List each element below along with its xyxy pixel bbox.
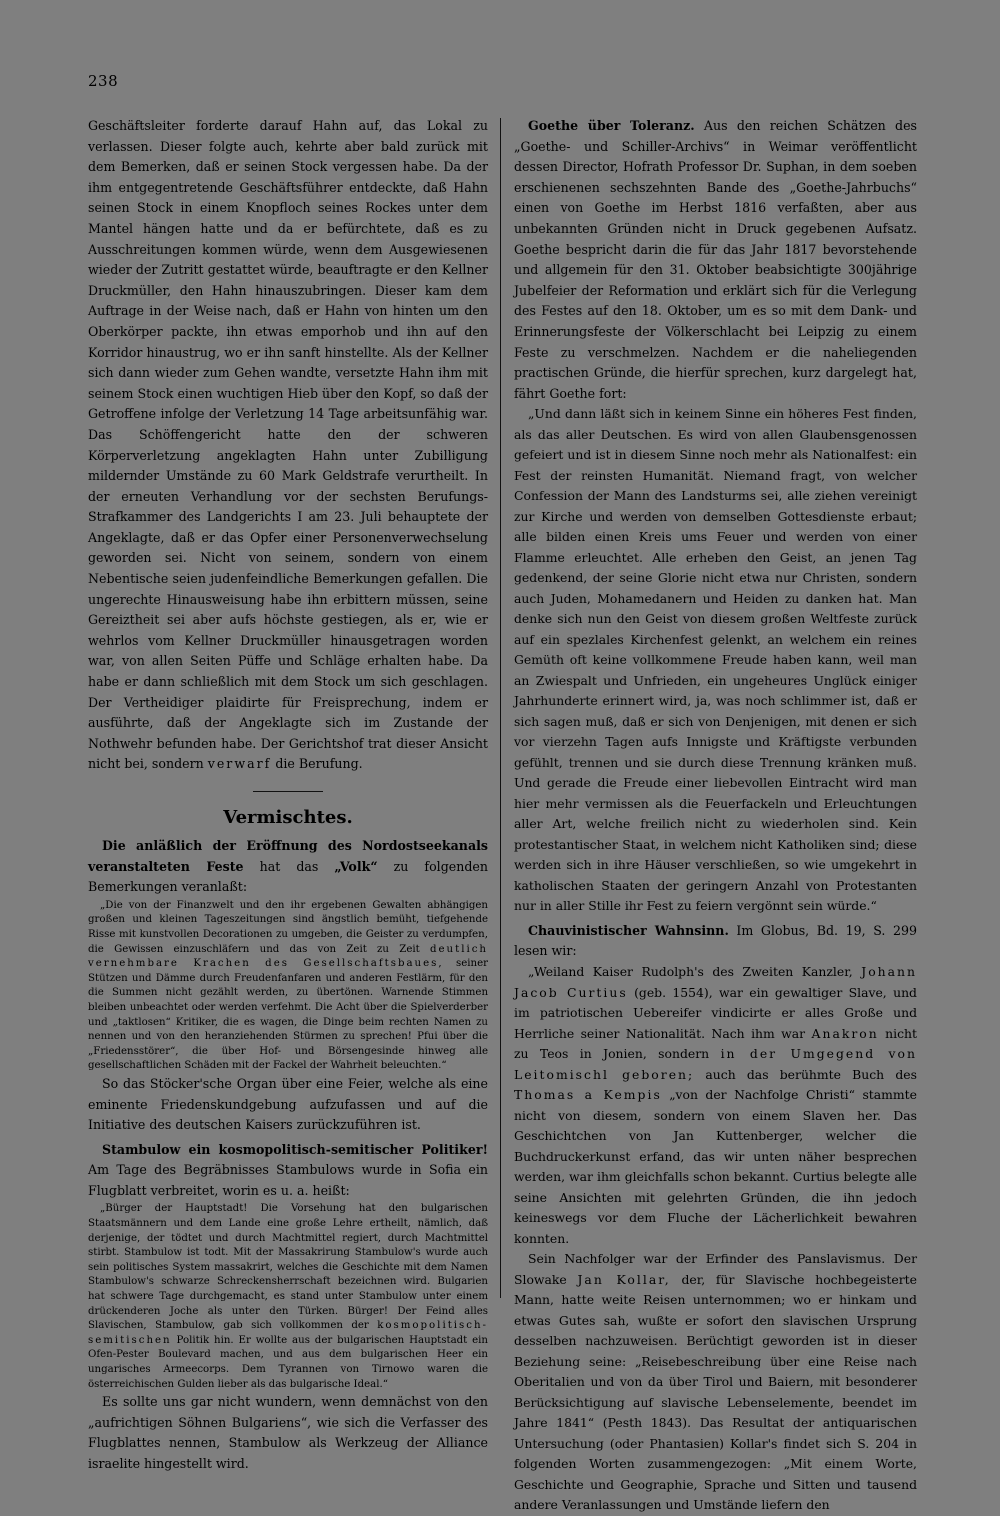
court-report-paragraph	[88, 116, 488, 775]
quote1-name-curtius: Johann Jacob Curtius	[514, 964, 917, 1000]
article-kanal-lead	[88, 836, 488, 898]
article-goethe-lead-text: Aus den reichen Schätzen des „Goethe- und Schiller-Archivs“ in Weimar veröffentlicht dessen Director, Hofrath Professor Dr. Suphan, in dem soeben erschienenen sechszehnten Bande des „Goethe-Jahrbuchs“ einen von Goethe im Herbst 1816 verfaßten, aber aus unbekannten Gründen nicht in Druck gegebenen Aufsatz. Goethe bespricht darin die für das Jahr 1817 bevorstehende und allgemein für den 31. Oktober beabsichtigte 300jährige Jubelfeier der Reformation und erklärt sich für die Verlegung des Festes auf den 18. Oktober, um es so mit dem Dank- und Erinnerungsfeste der Völkerschlacht bei Leipzig zu einem Feste zu verschmelzen. Nachdem er die naheliegenden practischen Gründe, die hierfür sprechen, kurz dargelegt hat, fährt Goethe fort:	[514, 118, 917, 401]
court-report-end: die Berufung.	[275, 756, 363, 772]
article-stambulow-lead	[88, 1140, 488, 1202]
article-stambulow-quote-b: Politik hin. Er wollte aus der bulgarischen Hauptstadt ein Ofen-Pester Boulevard machen, und aus dem bulgarischen Heer ein ungarisches Armeecorps. Dem Tyrannen von Tirnowo waren die österreichischen Gulden lieber als das bulgarische Ideal.“	[88, 1334, 488, 1390]
article-goethe-quote: „Und dann läßt sich in keinem Sinne ein höheres Fest finden, als das aller Deutschen. Es wird von allen Glaubensgenossen gefeiert und ist in diesem Sinne noch mehr als Nationalfest: ein Fest der reinsten Humanität. Niemand fragt, von welcher Confession der Mann des Landsturms sei, alle ziehen vereinigt zur Kirche und werden von demselben Gottesdienste erbaut; alle bilden einen Kreis ums Feuer und werden von einer Flamme erleuchtet. Alle erheben den Geist, an jenen Tag gedenkend, der seine Glorie nicht etwa nur Christen, sondern auch Juden, Mohamedanern und Heiden zu danken hat. Man denke sich nun den Geist von diesem großen Weltfeste zurück auf ein spezlales Kirchenfest gelenkt, an welchem ein reines Gemüth oft keine vollkommene Freude haben kann, weil man an Zwiespalt und Unfrieden, ein ungeheures Unglück einiger Jahrhunderte erinnert wird, ja, was noch schlimmer ist, daß er sich sagen muß, daß er sich von Denjenigen, mit denen er sich vor vierzehn Tagen aufs Innigste und Kräftigste verbunden gefühlt, trennen und sie durch diese Trennung kränken muß. Und gerade die Freude einer liebevollen Eintracht wird man hier mehr vermissen als die Feuerfackeln und Erleuchtungen aller Art, welche freilich nicht zu wiederholen sind. Kein protestantischer Staat, in welchem nicht Katholiken sind; diese werden sich in ihre Häuser verschließen, so wie umgekehrt in katholischen Staaten der geringern Anzahl von Protestanten nur in aller Stille ihr Fest zu feiern vergönnt sein würde.“	[514, 406, 917, 914]
quote1-part-a: „Weiland Kaiser Rudolph's des Zweiten Kanzler,	[528, 964, 853, 979]
article-kanal-quote-spaced: deutlich vernehmbare Krachen des Gesellschaftsbaues,	[88, 943, 488, 970]
article-stambulow-lead-text: Am Tage des Begräbnisses Stambulows wurde in Sofia ein Flugblatt verbreitet, worin es u. a. heißt:	[88, 1162, 488, 1198]
article-stambulow-quote-a: „Bürger der Hauptstadt! Die Vorsehung hat den bulgarischen Staatsmännern und dem Lande eine große Lehre ertheilt, nämlich, daß derjenige, der tödtet und durch Machtmittel regiert, durch Machtmittel stirbt. Stambulow ist todt. Mit der Massakrirung Stambulow's wurde auch sein politisches System massakrirt, welches die Geschichte mit dem Namen Stambulow's schwarze Schreckensherrschaft bezeichnen wird. Bulgarien hat schwere Tage durchgemacht, es stand unter Stambulow unter einem drückenderen Joche als unter den Türken. Bürger! Der Feind alles Slavischen, Stambulow, gab sich vollkommen der	[88, 1203, 488, 1332]
article-kanal-quote-b: seiner Stützen und Dämme durch Freudenfanfaren und anderen Festlärm, für den die Summen nicht gezählt werden, zu übertönen. Warnende Stimmen bleiben unbeachtet oder werden verfehmt. Die Acht über die Spielverderber und „taktlosen“ Kritiker, die es wagen, die Dinge beim rechten Namen zu nennen und von den heranziehenden Stürmen zu sprechen! Pfui über die „Friedensstörer“, die über Hof- und Börsengesinde hinweg alle gesellschaftlichen Schäden mit der Fackel der Wahrheit beleuchten.“	[88, 958, 488, 1072]
article-chauvinism-lead	[514, 921, 917, 962]
section-title: Vermischtes.	[223, 807, 353, 828]
quote1-part-b: (geb. 1554), war ein gewaltiger Slave, und im patriotischen Uebereifer vindicirte er alles Große und Herrliche seiner Nationalität. Nach ihm war	[514, 984, 917, 1041]
article-stambulow-after: Es sollte uns gar nicht wundern, wenn demnächst von den „aufrichtigen Söhnen Bulgariens“, wie sich die Verfasser des Flugblattes nennen, Stambulow als Werkzeug der Alliance israelite hingestellt wird.	[88, 1394, 488, 1471]
quote1-name-anakron: Anakron	[811, 1025, 879, 1041]
court-report-text: Geschäftsleiter forderte darauf Hahn auf, das Lokal zu verlassen. Dieser folgte auch, kehrte aber bald zurück mit dem Bemerken, daß er seinen Stock vergessen habe. Da der ihm entgegentretende Geschäftsführer entdeckte, daß Hahn seinen Stock in einem Knopfloch seines Rockes unter dem Mantel hängen hatte und da er befürchtete, daß es zu Ausschreitungen kommen würde, wenn dem Ausgewiesenen wieder der Zutritt gestattet würde, beauftragte er den Kellner Druckmüller, den Hahn hinauszubringen. Dieser kam dem Auftrage in der Weise nach, daß er Hahn von hinten um den Oberkörper packte, ihn etwas emporhob und ihn auf den Korridor hinaustrug, wo er ihn sanft hinstellte. Als der Kellner sich dann wieder zum Gehen wandte, versetzte Hahn ihm mit seinem Stock einen wuchtigen Hieb über den Kopf, so daß der Getroffene infolge der Verletzung 14 Tage arbeitsunfähig war. Das Schöffengericht hatte den der schweren Körperverletzung angeklagten Hahn unter Zubilligung mildernder Umstände zu 60 Mark Geldstrafe verurtheilt. In der erneuten Verhandlung vor der sechsten Berufungs-Strafkammer des Landgerichts I am 23. Juli behauptete der Angeklagte, daß er das Opfer einer Personenverwechselung geworden sei. Nicht von seinem, sondern von einem Nebentische seien judenfeindliche Bemerkungen gefallen. Die ungerechte Hinausweisung habe ihn erbittern müssen, seine Gereiztheit sei aber aufs höchste gestiegen, als er, wie er wehrlos vom Kellner Druckmüller hinausgetragen worden war, von allen Seiten Püffe und Schläge erhalten habe. Da habe er dann schließlich mit dem Stock um sich geschlagen. Der Vertheidiger plaidirte für Freisprechung, indem er ausführte, daß der Angeklagte sich im Zustande der Nothwehr befunden habe. Der Gerichtshof trat dieser Ansicht nicht bei, sondern	[88, 118, 488, 772]
article-kanal-quote	[88, 899, 488, 1074]
article-chauvinism-quote-2	[514, 1249, 917, 1516]
quote1-part-c: nicht zu Teos in Jonien, sondern	[514, 1025, 917, 1061]
quote2-part-b: der, für Slavische hochbegeisterte Mann, hatte weite Reisen unternommen; wo er hinkam und etwas Gutes sah, wußte er sofort den slavischen Ursprung desselben nachzuweisen. Berüchtigt geworden ist in dieser Beziehung seine: „Reisebeschreibung über eine Reise nach Oberitalien und von da über Tirol und Baiern, mit besonderer Berücksichtigung auf slavische Lebenselemente, beendet im Jahre 1841“ (Pesth 1843). Das Resultat der antiquarischen Untersuchung (oder Phantasien) Kollar's findet sich S. 204 in folgenden Worten zusammengezogen: „Mit einem Worte, Geschichte und Geographie, Sprache und Sitten und tausend andere Veranlassungen und Umstände liefern den	[514, 1271, 917, 1512]
article-stambulow-quote-spaced: kosmopolitisch-semitischen	[88, 1320, 488, 1346]
quote1-part-d: auch das berühmte Buch des	[705, 1066, 917, 1082]
article-kanal-after: So das Stöcker'sche Organ über eine Feier, welche als eine eminente Friedenskundgebung aufzufassen und auf die Initiative des deutschen Kaisers zurückzuführen ist.	[88, 1075, 488, 1133]
article-kanal-source: „Volk“	[334, 858, 378, 874]
article-kanal-lead-a: hat das	[259, 858, 319, 874]
page-number: 238	[88, 72, 119, 90]
quote1-spaced-place: in der Umgegend von Leitomischl geboren;	[514, 1046, 917, 1082]
left-column	[88, 116, 488, 1475]
article-stambulow-quote	[88, 1202, 488, 1392]
section-divider	[253, 791, 323, 792]
right-column	[514, 116, 917, 1516]
article-kanal-quote-a: „Die von der Finanzwelt und den ihr ergebenen Gewalten abhängigen großen und kleinen Tageszeitungen sind ängstlich bemüht, tiefgehende Risse mit kunstvollen Decorationen zu umgeben, die Geister zu verdumpfen, die Gewissen einzuschläfern und das von Zeit zu Zeit	[88, 899, 488, 955]
quote1-name-kempis: Thomas a Kempis	[514, 1087, 662, 1102]
quote2-name-kollar: Jan Kollar,	[577, 1271, 671, 1287]
article-chauvinism-heading: Chauvinistischer Wahnsinn.	[528, 922, 729, 938]
quote1-part-e: „von der Nachfolge Christi“ stammte nicht von diesem, sondern von einem Slaven her. Das Geschichtchen von Jan Kuttenberger, welcher die Buchdruckerkunst erfand, das wir unten näher besprechen werden, war ihm gleichfalls schon bekannt. Curtius belegte alle seine Ansichten mit gelehrten Gründen, die ihn jedoch keineswegs vor dem Fluche der Lächerlichkeit bewahren konnten.	[514, 1087, 917, 1246]
article-chauvinism-lead-text: Im Globus, Bd. 19, S. 299 lesen wir:	[514, 922, 917, 959]
article-chauvinism-quote-1	[514, 962, 917, 1249]
article-goethe-lead	[514, 116, 917, 404]
article-stambulow-heading: Stambulow ein kosmopolitisch-semitischer Politiker!	[102, 1141, 488, 1157]
column-separator	[500, 118, 501, 1298]
article-kanal-heading: Die anläßlich der Eröffnung des Nordostseekanals veranstalteten Feste	[88, 838, 488, 874]
quote2-part-a: Sein Nachfolger war der Erfinder des Panslavismus. Der Slowake	[514, 1251, 917, 1287]
court-report-spaced: verwarf	[207, 756, 272, 772]
article-goethe-heading: Goethe über Toleranz.	[528, 118, 695, 133]
article-kanal-lead-b: zu folgenden Bemerkungen veranlaßt:	[88, 858, 488, 895]
